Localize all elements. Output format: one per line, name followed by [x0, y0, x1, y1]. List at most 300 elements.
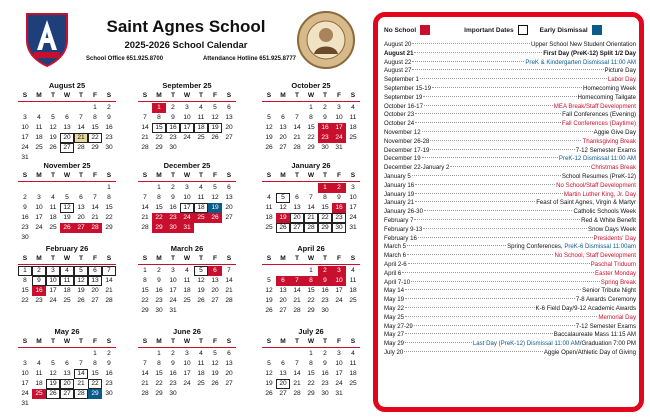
weekday-label: T	[198, 338, 204, 345]
day-cell: 3	[337, 104, 341, 111]
day-cell: 23	[321, 297, 329, 304]
day-cell: 18	[183, 287, 191, 294]
day-cell: 16	[169, 204, 177, 211]
day-cell: 8	[23, 277, 27, 284]
day-cell: 13	[63, 370, 71, 377]
weekday-label: S	[266, 172, 272, 179]
day-cell: 26	[211, 380, 219, 387]
day-cell: 10	[183, 194, 191, 201]
event-text: No School/Staff Development	[556, 181, 636, 189]
day-cell: 1	[93, 104, 97, 111]
event-date: November 26-28	[384, 137, 430, 145]
day-cell: 30	[105, 144, 113, 151]
event-text: Aggie Open/Athletic Day of Giving	[543, 348, 636, 356]
day-cell: 21	[293, 134, 301, 141]
day-cell: 17	[49, 287, 57, 294]
day-cell: 3	[37, 194, 41, 201]
day-cell: 19	[211, 370, 219, 377]
day-cell: 6	[227, 184, 231, 191]
day-cell: 24	[49, 297, 57, 304]
day-cell: 18	[35, 380, 43, 387]
event-row	[384, 199, 636, 208]
day-cell: 20	[60, 133, 74, 143]
day-cell: 10	[332, 276, 346, 286]
day-cell: 8	[157, 114, 161, 121]
day-cell: 26	[60, 223, 74, 233]
day-cell: 20	[225, 204, 233, 211]
day-cell: 5	[213, 184, 217, 191]
day-cell: 13	[225, 360, 233, 367]
event-date: May 27-29	[384, 322, 413, 330]
month-calendar	[138, 160, 236, 233]
weekday-label: T	[50, 172, 56, 179]
school-crest-logo	[24, 10, 70, 68]
event-row	[384, 138, 636, 147]
weekday-label: S	[22, 338, 28, 345]
day-cell: 6	[281, 360, 285, 367]
day-cell: 20	[290, 213, 304, 223]
event-date: July 20	[384, 348, 404, 356]
day-cell: 9	[318, 276, 332, 286]
day-cell: 10	[335, 114, 343, 121]
day-cell: 22	[307, 134, 315, 141]
day-cell: 20	[211, 287, 219, 294]
day-cell: 26	[211, 134, 219, 141]
leader-dots	[402, 272, 594, 273]
weekday-label: F	[336, 172, 342, 179]
weekday-label: S	[142, 92, 148, 99]
leader-dots	[407, 254, 553, 255]
event-text: Catholic Schools Week	[573, 208, 636, 216]
day-cell: 12	[211, 194, 219, 201]
month-title: January 26	[291, 161, 331, 170]
weekday-label: S	[350, 255, 356, 262]
day-cell: 28	[88, 223, 102, 233]
day-cell: 18	[194, 123, 208, 133]
day-cell: 13	[88, 276, 102, 286]
day-cell: 2	[171, 350, 175, 357]
day-cell: 17	[335, 370, 343, 377]
event-text: K-6 Field Day/9-12 Academic Awards	[535, 304, 636, 312]
empty-day	[18, 103, 32, 113]
event-date: August 20	[384, 41, 412, 48]
event-text: MEA Break/Staff Development	[553, 102, 636, 110]
event-text: Aggie Give Day	[593, 128, 636, 136]
event-date: August 21	[384, 49, 414, 57]
day-cell: 10	[21, 124, 29, 131]
day-cell: 13	[279, 287, 287, 294]
empty-day	[46, 349, 60, 359]
day-cell: 30	[169, 390, 177, 397]
day-cell: 15	[307, 124, 315, 131]
day-cell: 14	[105, 277, 113, 284]
day-cell: 15	[91, 124, 99, 131]
day-cell: 23	[332, 213, 346, 223]
weekday-label: T	[198, 172, 204, 179]
day-cell: 31	[335, 390, 343, 397]
day-cell: 5	[65, 194, 69, 201]
event-text: Baccalaureate Mass 11:15 AM	[553, 331, 636, 339]
day-cell: 9	[171, 114, 175, 121]
weekday-label: T	[170, 338, 176, 345]
day-cell: 20	[225, 370, 233, 377]
event-row	[384, 314, 636, 323]
day-cell: 19	[265, 380, 273, 387]
day-cell: 24	[349, 214, 357, 221]
day-cell: 25	[49, 224, 57, 231]
event-row	[384, 120, 636, 129]
event-text: 7-8 Awards Ceremony	[575, 296, 636, 304]
day-cell: 14	[74, 369, 88, 379]
day-cell: 10	[46, 276, 60, 286]
weekday-label: S	[226, 338, 232, 345]
event-row	[384, 147, 636, 156]
leader-dots	[415, 201, 535, 202]
day-cell: 2	[323, 104, 327, 111]
legend-important-label: Important Dates	[464, 26, 514, 34]
day-cell: 20	[225, 124, 233, 131]
day-cell: 21	[91, 214, 99, 221]
event-date: September 1	[384, 76, 419, 84]
leader-dots	[414, 219, 580, 220]
weekday-label: W	[63, 338, 71, 345]
event-row	[384, 182, 636, 191]
day-cell: 13	[279, 124, 287, 131]
day-cell: 11	[265, 204, 273, 211]
day-cell: 13	[225, 194, 233, 201]
day-cell: 12	[197, 277, 205, 284]
event-text: Feast of Saint Agnes, Virgin & Martyr	[536, 199, 636, 207]
empty-day	[88, 183, 102, 193]
event-date: December 19	[384, 155, 421, 163]
event-row	[384, 164, 636, 173]
day-cell: 4	[199, 350, 203, 357]
day-cell: 23	[105, 380, 113, 387]
day-cell: 18	[35, 134, 43, 141]
leader-dots	[414, 52, 542, 53]
day-cell: 17	[169, 287, 177, 294]
day-cell: 21	[141, 380, 149, 387]
weekday-label: T	[50, 338, 56, 345]
month-title: November 25	[43, 161, 91, 170]
early-swatch	[592, 25, 602, 35]
day-cell: 31	[349, 224, 357, 231]
event-row	[384, 340, 636, 349]
event-date: October 23	[384, 111, 415, 119]
day-cell: 6	[65, 114, 69, 121]
weekday-label: F	[92, 255, 98, 262]
weekday-label: F	[336, 92, 342, 99]
day-cell: 11	[197, 360, 205, 367]
day-cell: 10	[183, 114, 191, 121]
day-cell: 17	[180, 123, 194, 133]
day-cell: 5	[213, 350, 217, 357]
weekday-label: S	[22, 172, 28, 179]
day-cell: 11	[35, 124, 43, 131]
weekday-label: T	[78, 338, 84, 345]
day-cell: 27	[60, 143, 74, 153]
empty-day	[138, 103, 152, 113]
day-cell: 17	[332, 123, 346, 133]
leader-dots	[408, 263, 590, 264]
empty-day	[60, 183, 74, 193]
day-cell: 27	[74, 223, 88, 233]
day-cell: 22	[307, 380, 315, 387]
day-cell: 20	[276, 379, 290, 389]
day-cell: 3	[23, 114, 27, 121]
day-cell: 29	[91, 144, 99, 151]
leader-dots	[423, 96, 576, 97]
day-cell: 31	[21, 154, 29, 161]
day-cell: 8	[157, 194, 161, 201]
event-date: May 25	[384, 313, 404, 321]
leader-dots	[405, 289, 581, 290]
day-cell: 23	[321, 380, 329, 387]
day-cell: 18	[63, 287, 71, 294]
event-text: First Day (PreK-12) Split 1/2 Day	[543, 49, 636, 57]
day-cell: 7	[79, 114, 83, 121]
empty-day	[74, 183, 88, 193]
day-cell: 7	[143, 360, 147, 367]
event-text: PreK-12 Dismissal 11:00 AM	[558, 155, 636, 163]
weekday-label: S	[22, 92, 28, 99]
day-cell: 4	[351, 267, 355, 274]
leader-dots	[411, 281, 600, 282]
weekday-label: T	[322, 338, 328, 345]
day-cell: 25	[35, 144, 43, 151]
day-cell: 28	[141, 224, 149, 231]
event-date: September 15-19	[384, 84, 432, 92]
leader-dots	[405, 342, 472, 343]
day-cell: 13	[279, 370, 287, 377]
day-cell: 1	[318, 183, 332, 193]
school-name: Saint Agnes School	[106, 17, 266, 36]
day-cell: 2	[23, 194, 27, 201]
day-cell: 29	[307, 307, 315, 314]
day-cell: 15	[155, 370, 163, 377]
day-cell: 30	[321, 390, 329, 397]
leader-dots	[415, 184, 555, 185]
empty-day	[276, 103, 290, 113]
weekday-label: T	[78, 255, 84, 262]
empty-day	[18, 349, 32, 359]
leader-dots	[405, 333, 553, 334]
event-text: Upper School New Student Orientation	[530, 41, 636, 48]
leader-dots	[424, 210, 572, 211]
event-text: No School, Staff Development	[554, 252, 636, 260]
event-row	[384, 173, 636, 182]
day-cell: 26	[265, 144, 273, 151]
day-cell: 18	[349, 287, 357, 294]
event-date: August 22	[384, 58, 412, 66]
month-title: September 25	[162, 81, 212, 90]
day-cell: 19	[46, 379, 60, 389]
event-row	[384, 41, 636, 50]
day-cell: 28	[105, 297, 113, 304]
day-cell: 18	[194, 203, 208, 213]
weekday-label: S	[350, 92, 356, 99]
weekday-label: W	[307, 255, 315, 262]
day-cell: 30	[105, 390, 113, 397]
day-cell: 17	[35, 214, 43, 221]
day-cell: 23	[169, 134, 177, 141]
day-cell: 2	[171, 104, 175, 111]
event-text: Spring Conferences, PreK-6 Dismissal 11:00am	[507, 243, 636, 251]
day-cell: 13	[77, 204, 85, 211]
weekday-label: T	[170, 92, 176, 99]
day-cell: 9	[157, 277, 161, 284]
day-cell: 12	[211, 114, 219, 121]
day-cell: 27	[279, 390, 287, 397]
day-cell: 30	[332, 223, 346, 233]
event-text: Fall Conferences (Daytime)	[561, 120, 636, 128]
leader-dots	[405, 298, 575, 299]
day-cell: 6	[276, 276, 290, 286]
day-cell: 14	[293, 287, 301, 294]
leader-dots	[422, 157, 558, 158]
weekday-label: F	[92, 338, 98, 345]
day-cell: 4	[37, 114, 41, 121]
day-cell: 21	[293, 380, 301, 387]
weekday-label: W	[307, 338, 315, 345]
day-cell: 20	[60, 379, 74, 389]
leader-dots	[412, 69, 603, 70]
day-cell: 14	[141, 370, 149, 377]
empty-day	[276, 349, 290, 359]
day-cell: 2	[332, 183, 346, 193]
month-title: February 26	[45, 244, 89, 253]
weekday-label: T	[50, 92, 56, 99]
legend-no-school	[384, 25, 430, 35]
day-cell: 24	[332, 133, 346, 143]
day-cell: 11	[349, 277, 357, 284]
day-cell: 7	[93, 194, 97, 201]
day-cell: 10	[21, 370, 29, 377]
day-cell: 4	[267, 194, 271, 201]
day-cell: 19	[77, 287, 85, 294]
event-row	[384, 296, 636, 305]
empty-day	[32, 349, 46, 359]
day-cell: 19	[265, 134, 273, 141]
day-cell: 14	[225, 277, 233, 284]
weekday-label: M	[36, 255, 42, 262]
day-cell: 24	[169, 297, 177, 304]
day-cell: 27	[279, 307, 287, 314]
day-cell: 4	[351, 350, 355, 357]
weekday-label: W	[183, 255, 191, 262]
events-panel	[373, 12, 644, 412]
day-cell: 5	[74, 266, 88, 276]
day-cell: 22	[307, 297, 315, 304]
event-row	[384, 94, 636, 103]
day-cell: 1	[152, 103, 166, 113]
day-cell: 19	[63, 214, 71, 221]
weekday-label: W	[63, 255, 71, 262]
day-cell: 16	[105, 124, 113, 131]
day-cell: 28	[74, 389, 88, 399]
event-row	[384, 208, 636, 217]
event-row	[384, 270, 636, 279]
day-cell: 27	[290, 223, 304, 233]
event-list	[384, 41, 636, 358]
day-cell: 15	[152, 123, 166, 133]
day-cell: 8	[309, 114, 313, 121]
leader-dots	[415, 122, 561, 123]
day-cell: 20	[91, 287, 99, 294]
seal-logo	[296, 10, 356, 70]
day-cell: 12	[49, 124, 57, 131]
day-cell: 29	[307, 144, 315, 151]
day-cell: 1	[18, 266, 32, 276]
day-cell: 1	[93, 350, 97, 357]
weekday-label: T	[322, 172, 328, 179]
event-date: October 24	[384, 120, 415, 128]
empty-day	[32, 183, 46, 193]
day-cell: 18	[49, 214, 57, 221]
day-cell: 27	[225, 134, 233, 141]
day-cell: 19	[49, 134, 57, 141]
day-cell: 13	[225, 114, 233, 121]
day-cell: 15	[105, 204, 113, 211]
legend-early-label: Early Dismissal	[539, 26, 588, 34]
day-cell: 22	[88, 379, 102, 389]
weekday-label: T	[170, 172, 176, 179]
day-cell: 25	[183, 297, 191, 304]
event-text: Spring Break	[600, 278, 636, 286]
day-cell: 3	[332, 266, 346, 276]
event-text: Easter Monday	[595, 269, 636, 277]
day-cell: 5	[267, 114, 271, 121]
weekday-label: S	[266, 255, 272, 262]
day-cell: 25	[349, 380, 357, 387]
event-text: 7-12 Semester Exams	[575, 146, 636, 154]
day-cell: 24	[335, 297, 343, 304]
day-cell: 31	[335, 144, 343, 151]
day-cell: 11	[35, 370, 43, 377]
event-row	[384, 50, 636, 59]
event-date: May 14	[384, 287, 404, 295]
day-cell: 24	[21, 144, 29, 151]
empty-day	[290, 266, 304, 276]
leader-dots	[405, 316, 597, 317]
empty-day	[276, 266, 290, 276]
empty-day	[138, 349, 152, 359]
weekday-label: F	[212, 255, 218, 262]
event-row	[384, 217, 636, 226]
day-cell: 21	[293, 297, 301, 304]
day-cell: 29	[307, 390, 315, 397]
day-cell: 28	[141, 390, 149, 397]
weekday-label: M	[36, 92, 42, 99]
day-cell: 28	[141, 144, 149, 151]
day-cell: 12	[265, 370, 273, 377]
weekday-label: F	[212, 172, 218, 179]
leader-dots	[423, 228, 587, 229]
day-cell: 26	[77, 297, 85, 304]
day-cell: 22	[152, 213, 166, 223]
day-cell: 23	[166, 213, 180, 223]
day-cell: 9	[107, 360, 111, 367]
event-text: Paschal Triduum	[590, 260, 636, 268]
day-cell: 11	[349, 360, 357, 367]
day-cell: 12	[211, 360, 219, 367]
day-cell: 16	[332, 203, 346, 213]
event-row	[384, 59, 636, 68]
contact-line	[86, 56, 296, 62]
day-cell: 30	[321, 307, 329, 314]
day-cell: 30	[321, 144, 329, 151]
month-calendar	[138, 80, 236, 153]
